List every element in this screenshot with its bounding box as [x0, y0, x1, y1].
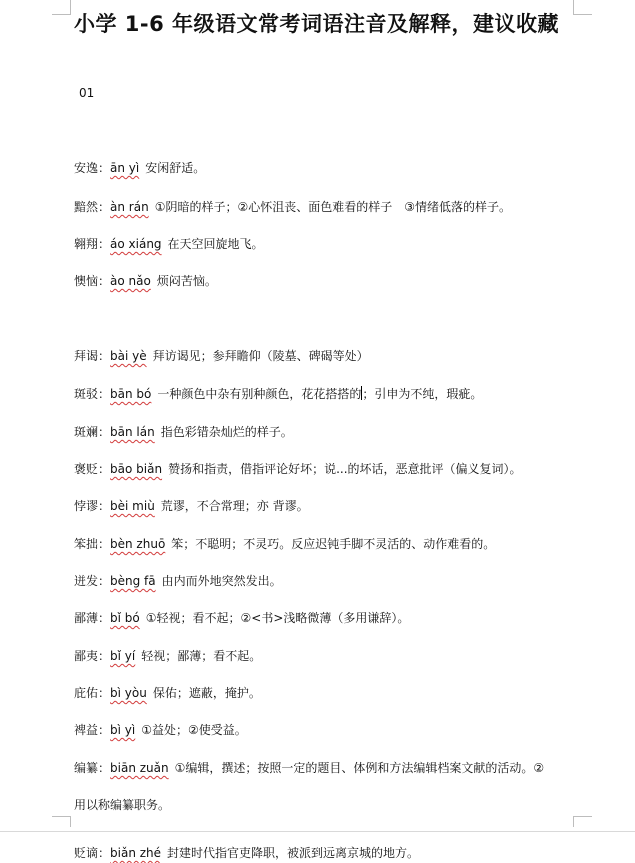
entry-definition: 在天空回旋地飞。 — [167, 237, 264, 251]
entry-pinyin: bì yì — [110, 723, 136, 737]
entry-pinyin: bāo biǎn — [110, 462, 163, 476]
entry-word: 翱翔： — [74, 237, 111, 251]
vocab-entry[interactable] — [74, 685, 261, 701]
entry-word: 鄙夷： — [74, 649, 111, 663]
section-number[interactable]: 01 — [79, 86, 95, 100]
entry-definition: 轻视；鄙薄；看不起。 — [141, 649, 262, 663]
entry-word: 悖谬： — [74, 499, 111, 513]
entry-definition: 笨；不聪明；不灵巧。反应迟钝手脚不灵活的、动作难看的。 — [171, 537, 496, 551]
margin-corner-mark — [52, 816, 71, 827]
vocab-entry[interactable] — [74, 236, 264, 252]
entry-pinyin: bān bó — [110, 387, 152, 401]
entry-word: 鄙薄： — [74, 611, 111, 625]
entry-definition: 拜访谒见；参拜瞻仰（陵墓、碑碣等处） — [152, 349, 369, 363]
vocab-entry[interactable] — [74, 845, 419, 861]
entry-definition: 烦闷苦恼。 — [156, 274, 217, 288]
vocab-entry[interactable] — [74, 498, 309, 514]
vocab-entry[interactable] — [74, 722, 247, 738]
vocab-entry[interactable] — [74, 536, 495, 552]
vocab-entry[interactable] — [74, 386, 482, 402]
entry-word: 庇佑： — [74, 686, 111, 700]
vocab-entry[interactable] — [74, 424, 293, 440]
entry-word: 斑驳： — [74, 387, 111, 401]
entry-word: 斑斓： — [74, 425, 111, 439]
entry-definition: ①轻视；看不起；②<书>浅略微薄（多用谦辞）。 — [145, 611, 410, 625]
entry-definition: ①编辑，撰述；按照一定的题目、体例和方法编辑档案文献的活动。② — [174, 761, 545, 775]
entry-word: 黯然： — [74, 200, 111, 214]
entry-definition: ①益处；②使受益。 — [141, 723, 247, 737]
entry-pinyin: bǐ yí — [110, 649, 136, 663]
entry-definition: 安闲舒适。 — [145, 161, 206, 175]
entry-pinyin: àn rán — [110, 200, 149, 214]
entry-definition: 保佑；遮蔽，掩护。 — [152, 686, 261, 700]
vocab-entry[interactable] — [74, 199, 511, 215]
margin-corner-mark — [573, 0, 592, 15]
entry-pinyin: biān zuǎn — [110, 761, 169, 775]
entry-word: 裨益： — [74, 723, 111, 737]
margin-corner-mark — [573, 816, 592, 827]
entry-pinyin: ào nǎo — [110, 274, 151, 288]
vocab-entry[interactable] — [74, 648, 261, 664]
vocab-entry[interactable] — [74, 573, 282, 589]
entry-definition: ①阴暗的样子；②心怀沮丧、面色难看的样子 ③情绪低落的样子。 — [154, 200, 511, 214]
margin-corner-mark — [52, 0, 71, 15]
entry-definition: 赞扬和指责，借指评论好坏；说...的坏话，恶意批评（偏义复词）。 — [168, 462, 522, 476]
entry-pinyin: bài yè — [110, 349, 147, 363]
entry-pinyin: biǎn zhé — [110, 846, 162, 860]
vocab-entry[interactable] — [74, 348, 369, 364]
vocab-entry[interactable] — [74, 760, 544, 776]
entry-definition: 荒谬，不合常理；亦 背谬。 — [160, 499, 309, 513]
document-title[interactable]: 小学 1-6 年级语文常考词语注音及解释，建议收藏 — [74, 12, 560, 36]
entry-pinyin: ān yì — [110, 161, 140, 175]
entry-word: 安逸： — [74, 161, 111, 175]
entry-pinyin: bèng fā — [110, 574, 156, 588]
entry-definition: 封建时代指官吏降职，被派到远离京城的地方。 — [167, 846, 420, 860]
vocab-entry[interactable] — [74, 273, 217, 289]
entry-definition: 由内而外地突然发出。 — [161, 574, 282, 588]
vocab-entry[interactable] — [74, 610, 409, 626]
entry-pinyin: bèn zhuō — [110, 537, 166, 551]
entry-word: 懊恼： — [74, 274, 111, 288]
entry-pinyin: bǐ bó — [110, 611, 140, 625]
entry-pinyin: bèi miù — [110, 499, 155, 513]
entry-pinyin: bì yòu — [110, 686, 147, 700]
entry-word: 贬谪： — [74, 846, 111, 860]
vocab-entry[interactable] — [74, 461, 522, 477]
vocab-entry[interactable] — [74, 160, 205, 176]
entry-continuation[interactable]: 用以称编纂职务。 — [74, 798, 171, 812]
entry-word: 编纂： — [74, 761, 111, 775]
entry-word: 拜谒： — [74, 349, 111, 363]
entry-word: 迸发： — [74, 574, 111, 588]
page-break-line — [0, 831, 635, 832]
entry-word: 笨拙： — [74, 537, 111, 551]
entry-definition-tail: ；引申为不纯，瑕疵。 — [362, 387, 483, 401]
entry-definition: 一种颜色中杂有别种颜色，花花搭搭的 — [157, 387, 362, 401]
entry-pinyin: áo xiáng — [110, 237, 162, 251]
entry-definition: 指色彩错杂灿烂的样子。 — [160, 425, 293, 439]
entry-word: 褒贬： — [74, 462, 111, 476]
entry-pinyin: bān lán — [110, 425, 155, 439]
